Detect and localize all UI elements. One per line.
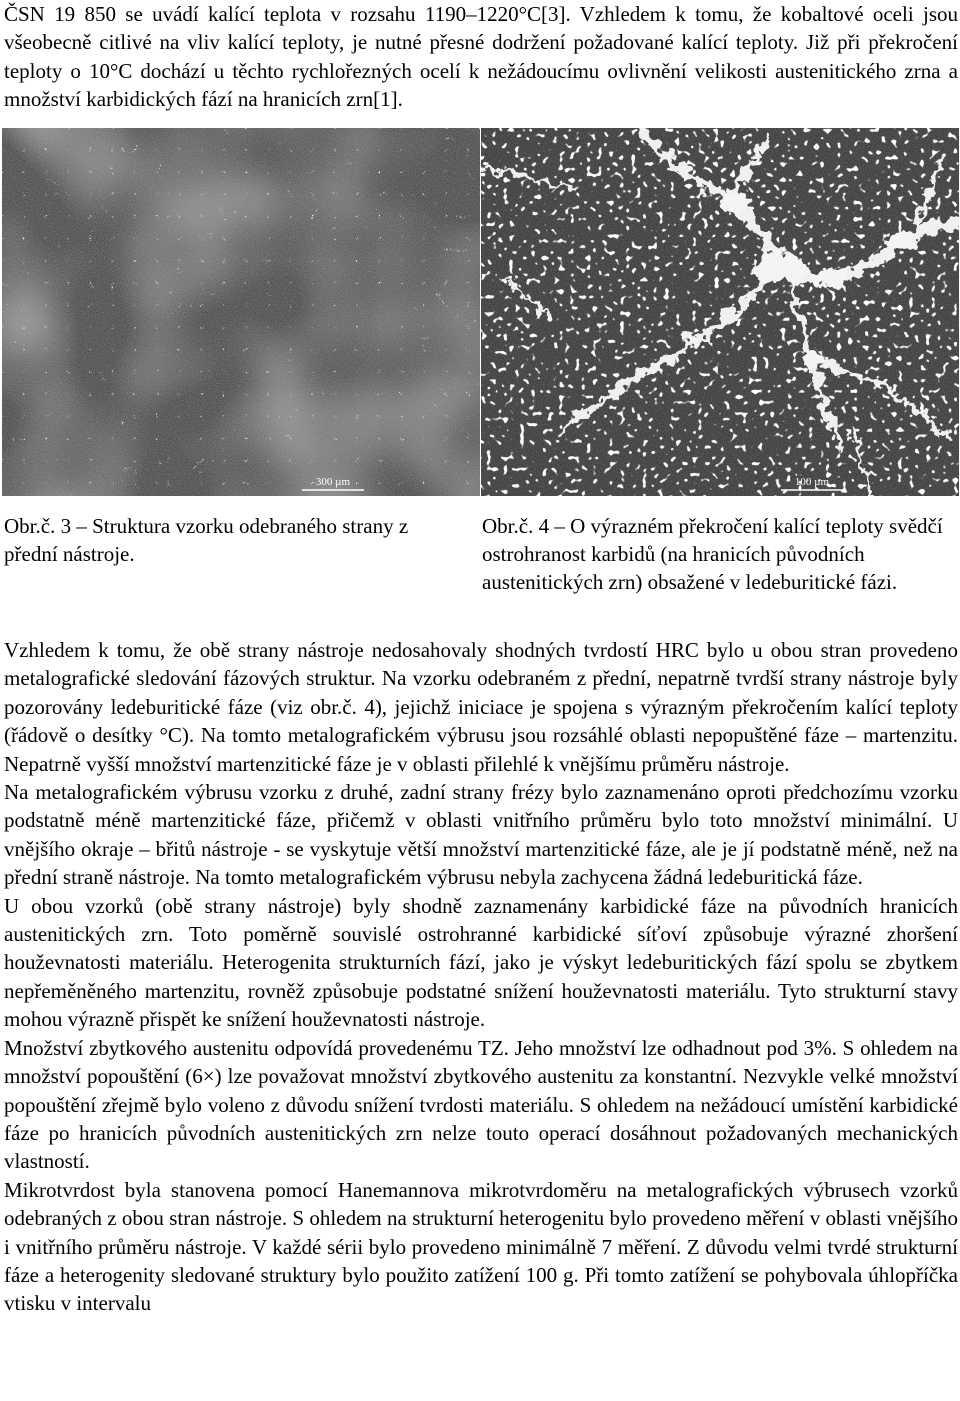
micrograph-figure-4 (481, 128, 959, 496)
paragraph: Množství zbytkového austenitu odpovídá provedenému TZ. Jeho množství lze odhadnout pod 3%. S ohledem na množství popouštění (6×) lze považovat množství zbytkového austenitu za konstantní. Nezvykle velké množství popouštění zřejmě bylo voleno z důvodu snížení tvrdosti materiálu. S ohledem na nežádoucí umístění karbidické fáze po hranicích původních austenitických zrn nelze touto operací dosáhnout požadovaných mechanických vlastností. (4, 1035, 958, 1174)
paragraph: U obou vzorků (obě strany nástroje) byly shodně zaznamenány karbidické fáze na původních hranicích austenitických zrn. Toto poměrně souvislé ostrohranné karbidické síťoví způsobuje výrazné zhoršení houževnatosti materiálu. Heterogenita strukturních fází, jako je výskyt ledeburitických fází spolu se zbytkem nepřeměněného martenzitu, rovněž způsobuje podstatné snížení houževnatosti materiálu. Tyto strukturní stavy mohou výrazně přispět ke snížení houževnatosti nástroje. (4, 893, 958, 1032)
paragraph: Vzhledem k tomu, že obě strany nástroje nedosahovaly shodných tvrdostí HRC bylo u obou stran provedeno metalografické sledování fázových struktur. Na vzorku odebraném z přední, nepatrně tvrdší strany nástroje byly pozorovány ledeburitické fáze (viz obr.č. 4), jejichž iniciace je spojena s výrazným překročením kalící teploty (řádově o desítky °C). Na tomto metalografickém výbrusu jsou rozsáhlé oblasti nepopuštěné fáze – martenzitu. Nepatrně vyšší množství martenzitické fáze je v oblasti přilehlé k vnějšímu průměru nástroje. (4, 638, 958, 776)
body-text (4, 636, 958, 1318)
figure-3-caption: Obr.č. 3 – Struktura vzorku odebraného strany z přední nástroje. (4, 514, 409, 566)
figure-4-caption: Obr.č. 4 – O výrazném překročení kalící teploty svědčí ostrohranost karbidů (na hranicích původních austenitických zrn) obsažené v ledeburitické fázi. (482, 514, 943, 594)
scale-bar-label: 100 µm (794, 476, 830, 488)
paragraph: Mikrotvrdost byla stanovena pomocí Hanemannova mikrotvrdoměru na metalografických výbrusech vzorků odebraných z obou stran nástroje. S ohledem na strukturní heterogenitu bylo provedeno měření v oblasti vnějšího i vnitřního průměru nástroje. V každé sérii bylo provedeno minimálně 7 měření. Z důvodu velmi tvrdé strukturní fáze a heterogenity sledované struktury bylo použito zatížení 100 g. Při tomto zatížení se pohybovala úhlopříčka vtisku v intervalu (4, 1177, 958, 1316)
paragraph: Na metalografickém výbrusu vzorku z druhé, zadní strany frézy bylo zaznamenáno oproti předchozímu vzorku podstatně méně martenzitické fáze, přičemž v oblasti vnitřního průměru bylo toto množství minimální. U vnějšího okraje – břitů nástroje - se vyskytuje větší množství martenzitické fáze, ale je jí podstatně méně, než na přední straně nástroje. Na tomto metalografickém výbrusu nebyla zachycena žádná ledeburitická fáze. (4, 780, 958, 890)
intro-paragraph: ČSN 19 850 se uvádí kalící teplota v rozsahu 1190–1220°C[3]. Vzhledem k tomu, že kobaltové oceli jsou všeobecně citlivé na vliv kalící teploty, je nutné přesné dodržení požadované kalící teploty. Již při překročení teploty o 10°C dochází u těchto rychlořezných ocelí k nežádoucímu ovlivnění velikosti austenitického zrna a množství karbidických fází na hranicích zrn[1]. (4, 2, 958, 112)
micrograph-figure-3-image (2, 128, 480, 496)
micrograph-figure-3 (2, 128, 480, 496)
scale-bar-label: 300 µm (315, 476, 351, 488)
micrograph-figure-4-image (481, 128, 959, 496)
